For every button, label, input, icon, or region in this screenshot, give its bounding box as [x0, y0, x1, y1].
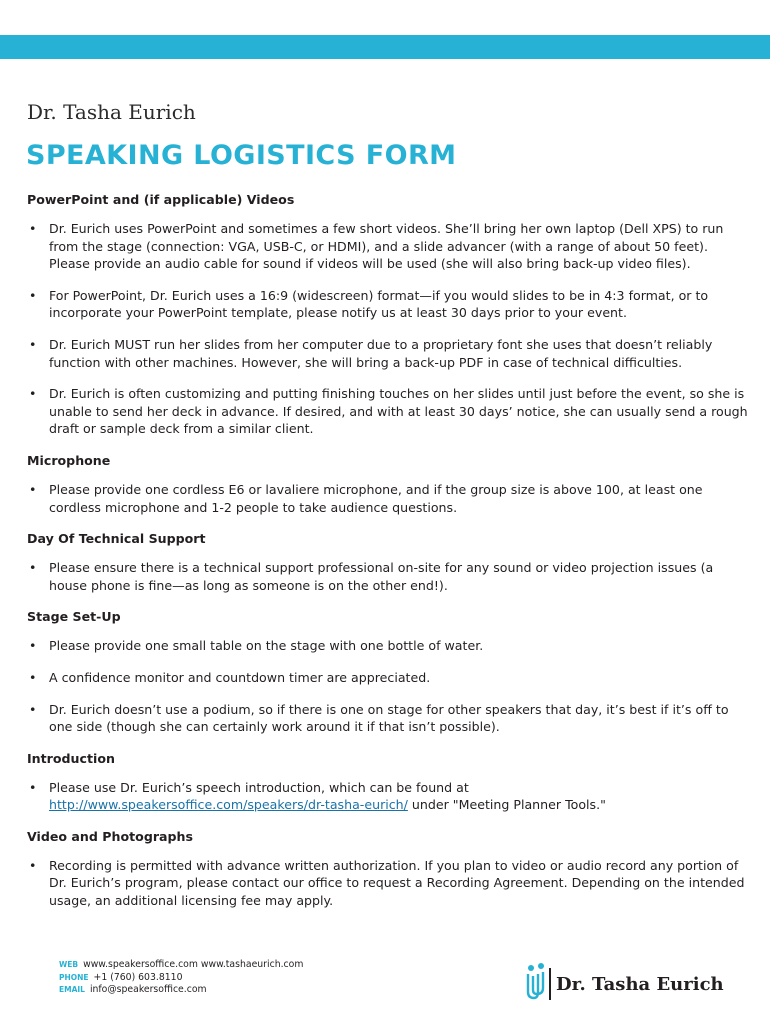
item-text: Please provide one cordless E6 or lavaliere microphone, and if the group size is above 100, at least one cordless microphone and 1-2 people to take audience questions. [49, 481, 703, 515]
form-title: SPEAKING LOGISTICS FORM [26, 140, 457, 171]
bullet-list [27, 220, 749, 438]
brand-divider [549, 968, 551, 1000]
bullet-list [27, 637, 749, 735]
section-introduction [27, 750, 749, 814]
section-heading: Introduction [27, 750, 115, 766]
item-text: Dr. Eurich is often customizing and putting finishing touches on her slides until just before the event, so she is unable to send her deck in advance. If desired, and with at least 30 days’ notice, she can usually send a rough draft or sample deck from a similar client. [49, 386, 748, 437]
phone-value: +1 (760) 603.8110 [93, 971, 183, 983]
form-content [27, 191, 749, 924]
bullet-list [27, 559, 749, 594]
section-stage-setup [27, 608, 749, 735]
section-heading: PowerPoint and (if applicable) Videos [27, 192, 295, 207]
speaker-page-link[interactable]: http://www.speakersoffice.com/speakers/dr-tasha-eurich/ [49, 797, 408, 813]
list-item [27, 481, 749, 516]
email-value[interactable]: info@speakersoffice.com [89, 984, 207, 996]
footer-contact [59, 959, 303, 997]
bullet-icon: • [29, 560, 37, 576]
section-heading: Video and Photographs [27, 828, 194, 844]
footer-email-row [59, 984, 303, 997]
item-text: Dr. Eurich doesn’t use a podium, so if there is one on stage for other speakers that day, it’s best if it’s off to one side (though she can certainly work around it if that isn’t possible). [49, 701, 729, 735]
section-heading: Stage Set-Up [27, 609, 121, 625]
bullet-list [27, 857, 749, 910]
section-powerpoint [27, 191, 749, 438]
item-text: For PowerPoint, Dr. Eurich uses a 16:9 (widescreen) format—if you would slides to be in 4:3 format, or to incorporate your PowerPoint template, please notify us at least 30 days prior to your event. [49, 287, 709, 321]
list-item [27, 857, 749, 910]
list-item [27, 220, 749, 273]
list-item [27, 669, 749, 687]
author-name: Dr. Tasha Eurich [27, 100, 196, 124]
bullet-list [27, 481, 749, 516]
bullet-icon: • [29, 287, 37, 303]
list-item [27, 637, 749, 655]
footer-web-row [59, 959, 303, 972]
bullet-icon: • [29, 386, 37, 402]
item-text: A confidence monitor and countdown timer are appreciated. [49, 669, 431, 685]
brand-name: Dr. Tasha Eurich [556, 974, 724, 995]
bullet-icon: • [29, 336, 37, 352]
bullet-icon: • [29, 669, 37, 685]
web-label: WEB [59, 960, 79, 969]
item-text-after-link: under "Meeting Planner Tools." [407, 797, 606, 813]
item-text: Please use Dr. Eurich’s speech introduction, which can be found at [49, 779, 469, 795]
bullet-icon: • [29, 221, 37, 236]
section-microphone [27, 452, 749, 516]
section-heading: Day Of Technical Support [27, 531, 206, 547]
section-heading: Microphone [27, 452, 111, 468]
section-video-photographs [27, 828, 749, 910]
list-item [27, 336, 749, 371]
top-accent-band [0, 35, 770, 59]
phone-label: PHONE [59, 972, 89, 982]
email-label: EMAIL [59, 985, 85, 995]
list-item [27, 701, 749, 736]
footer-phone-row [59, 972, 303, 985]
item-text: Please ensure there is a technical support professional on-site for any sound or video projection issues (a house phone is fine—as long as someone is on the other end!). [49, 560, 714, 593]
bullet-icon: • [29, 701, 37, 717]
footer-brand [523, 962, 723, 1002]
bullet-icon: • [29, 481, 37, 497]
item-text: Dr. Eurich MUST run her slides from her computer due to a proprietary font she uses that doesn’t reliably function with other machines. However, she will bring a back-up PDF in case of technical difficulties. [49, 336, 713, 370]
item-text: Recording is permitted with advance written authorization. If you plan to video or audio record any portion of Dr. Eurich’s program, please contact our office to request a Recording Agreement. Depending on the intended usage, an additional licensing fee may apply. [49, 857, 745, 909]
section-technical-support [27, 530, 749, 594]
list-item [27, 385, 749, 438]
list-item [27, 779, 749, 814]
item-text: Dr. Eurich uses PowerPoint and sometimes a few short videos. She’ll bring her own laptop (Dell XPS) to run from the stage (connection: VGA, USB-C, or HDMI), and a slide advancer (with a range of about 50 feet). Please provide an audio cable for sound if videos will be used (she will also bring back-up video files). [49, 221, 724, 272]
bullet-icon: • [29, 779, 37, 795]
list-item [27, 559, 749, 594]
bullet-icon: • [29, 638, 37, 654]
bullet-icon: • [29, 857, 37, 873]
web-value[interactable]: www.speakersoffice.com www.tashaeurich.com [83, 959, 304, 970]
bullet-list [27, 779, 749, 814]
list-item [27, 287, 749, 322]
item-text: Please provide one small table on the stage with one bottle of water. [49, 638, 484, 654]
